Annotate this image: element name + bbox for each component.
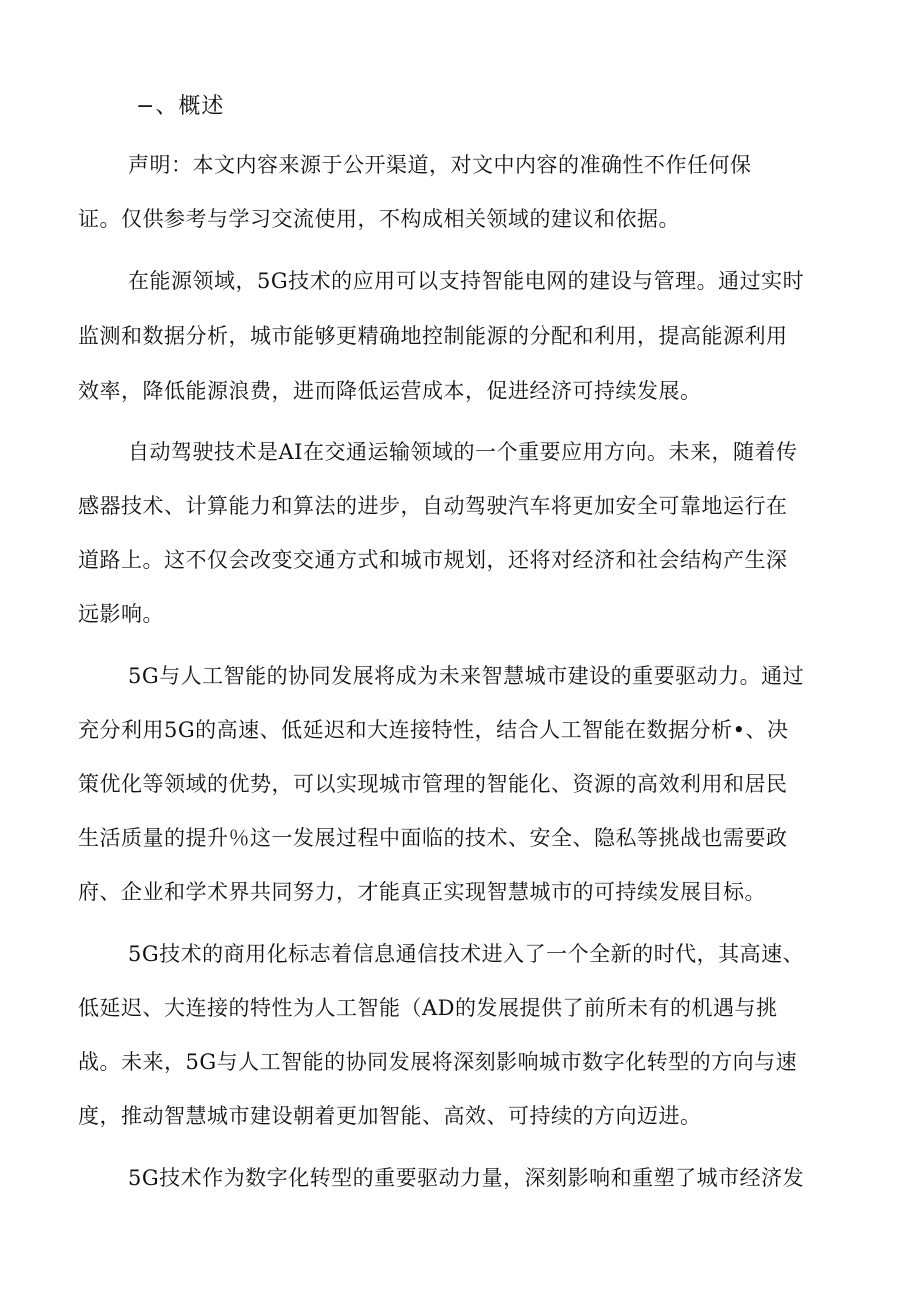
text-line: 充分利用5G的高速、低延迟和大连接特性，结合人工智能在数据分析•、决 [78,718,789,742]
text-line: 5G技术的商用化标志着信息通信技术进入了一个全新的时代，其高速、 [128,942,805,966]
text-line: 低延迟、大连接的特性为人工智能（AD的发展提供了前所未有的机遇与挑 [78,996,778,1020]
text-line: 5G与人工智能的协同发展将成为未来智慧城市建设的重要驱动力。通过 [128,664,805,688]
text-line: 监测和数据分析，城市能够更精确地控制能源的分配和利用，提高能源利用 [78,324,788,348]
text-line: 5G技术作为数字化转型的重要驱动力量，深刻影响和重塑了城市经济发 [128,1166,805,1190]
text-line: 证。仅供参考与学习交流使用，不构成相关领域的建议和依据。 [78,207,680,231]
text-line: 声明：本文内容来源于公开渠道，对文中内容的准确性不作任何保 [128,153,752,177]
text-line: 在能源领域，5G技术的应用可以支持智能电网的建设与管理。通过实时 [128,269,805,293]
text-line: 效率，降低能源浪费，进而降低运营成本，促进经济可持续发展。 [78,379,702,403]
text-line: 远影响。 [78,602,164,626]
text-line: 生活质量的提升％这一发展过程中面临的技术、安全、隐私等挑战也需要政 [78,826,788,850]
text-line: 策优化等领域的优势，可以实现城市管理的智能化、资源的高效利用和居民 [78,772,788,796]
text-line: 感器技术、计算能力和算法的进步，自动驾驶汽车将更加安全可靠地运行在 [78,494,788,518]
text-line: 道路上。这不仅会改变交通方式和城市规划，还将对经济和社会结构产生深 [78,548,788,572]
text-line: 度，推动智慧城市建设朝着更加智能、高效、可持续的方向迈进。 [78,1104,702,1128]
text-line: 战。未来，5G与人工智能的协同发展将深刻影响城市数字化转型的方向与速 [78,1050,798,1074]
section-heading: −、概述 [136,94,225,119]
text-line: 府、企业和学术界共同努力，才能真正实现智慧城市的可持续发展目标。 [78,880,766,904]
text-line: 自动驾驶技术是AI在交通运输领域的一个重要应用方向。未来，随着传 [128,440,798,464]
